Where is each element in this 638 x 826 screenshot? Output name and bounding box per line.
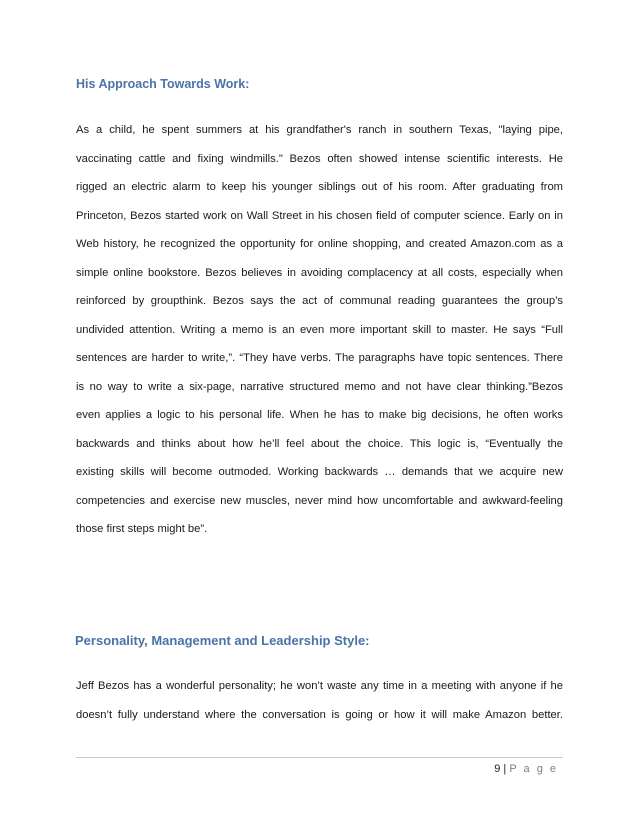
paragraph-approach (76, 116, 563, 544)
page-number: 9 (494, 763, 501, 775)
paragraph-line: Web history, he recognized the opportunity for online shopping, and created Amazon.com as a (76, 238, 563, 250)
paragraph-line: doesn’t fully understand where the conversation is going or how it will make Amazon better. (76, 708, 563, 721)
paragraph-line: rigged an electric alarm to keep his younger siblings out of his room. After graduating from (76, 181, 563, 193)
section-heading-approach: His Approach Towards Work: (76, 77, 250, 91)
paragraph-line: sentences are harder to write,”. “They have verbs. The paragraphs have topic sentences. There (76, 352, 563, 364)
paragraph-personality (76, 672, 563, 729)
paragraph-line: those first steps might be”. (76, 523, 208, 535)
paragraph-line: even applies a logic to his personal life. When he has to make big decisions, he often works (76, 409, 563, 421)
paragraph-line: simple online bookstore. Bezos believes in avoiding complacency at all costs, especially when (76, 266, 563, 279)
paragraph-line: Jeff Bezos has a wonderful personality; he won’t waste any time in a meeting with anyone if he (76, 680, 563, 692)
paragraph-line: Princeton, Bezos started work on Wall Street in his chosen field of computer science. Early on in (76, 209, 563, 222)
page-footer (494, 763, 558, 775)
paragraph-line: backwards and thinks about how he’ll feel about the choice. This logic is, “Eventually the (76, 437, 563, 450)
page-label: P a g e (509, 763, 558, 775)
paragraph-line: existing skills will become outmoded. Working backwards … demands that we acquire new (76, 466, 563, 478)
footer-divider (76, 757, 563, 758)
paragraph-line: reinforced by groupthink. Bezos says the act of communal reading guarantees the group’s (76, 295, 563, 307)
footer-separator: | (503, 763, 507, 775)
paragraph-line: competencies and exercise new muscles, never mind how uncomfortable and awkward-feeling (76, 494, 563, 507)
paragraph-line: is no way to write a six-page, narrative structured memo and not have clear thinking.”Bezos (76, 380, 563, 393)
paragraph-line: As a child, he spent summers at his grandfather's ranch in southern Texas, "laying pipe, (76, 124, 563, 136)
paragraph-line: undivided attention. Writing a memo is an even more important skill to master. He says “Full (76, 323, 563, 336)
paragraph-line: vaccinating cattle and fixing windmills." Bezos often showed intense scientific interests. He (76, 152, 563, 165)
section-heading-personality: Personality, Management and Leadership Style: (75, 633, 370, 648)
